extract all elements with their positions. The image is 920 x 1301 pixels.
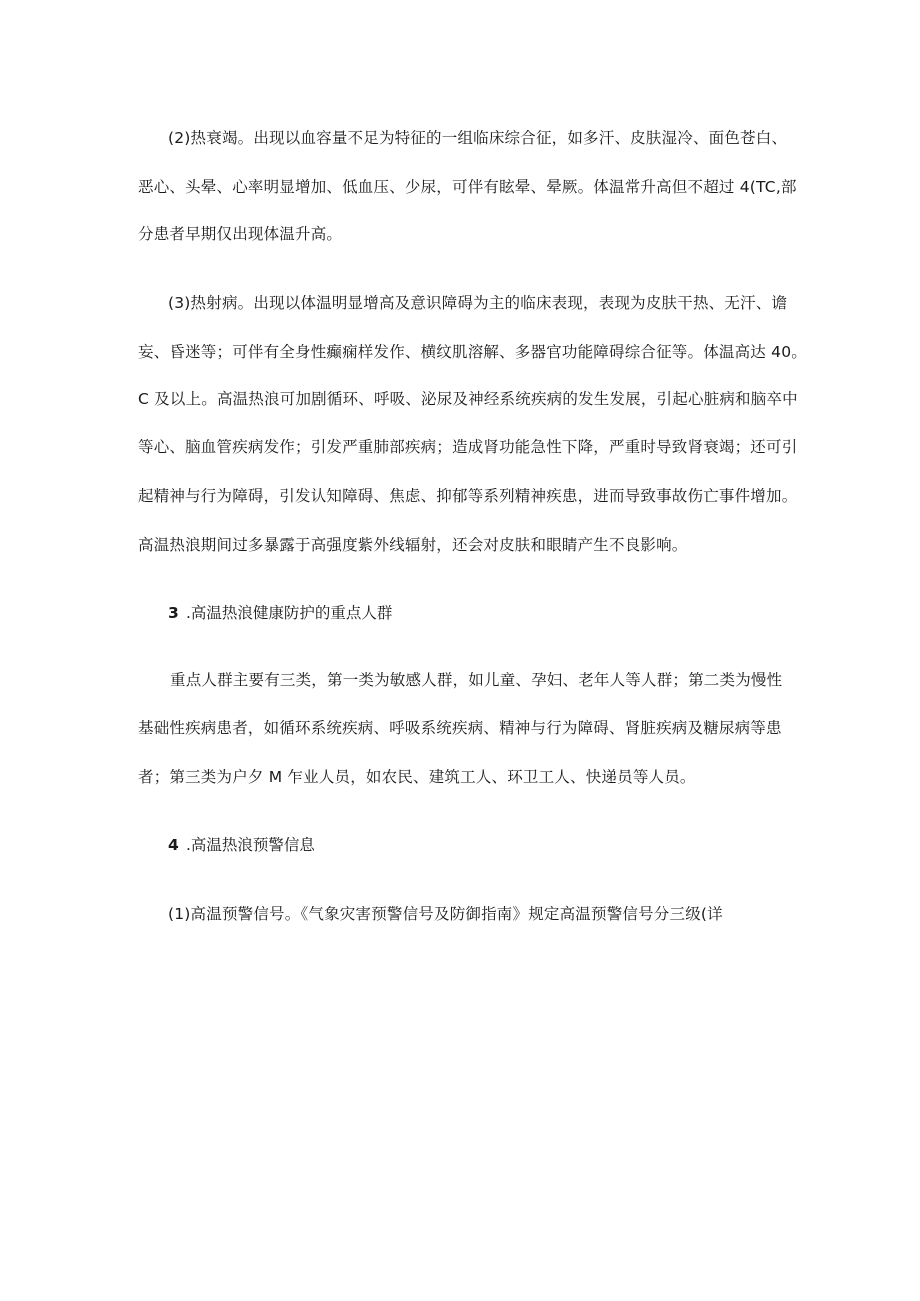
heat-stroke-line-4: 等心、脑血管疾病发作；引发严重肺部疾病；造成肾功能急性下降，严重时导致肾衰竭；还可引 <box>138 438 798 456</box>
key-groups-line-3: 者；第三类为户夕 M 乍业人员，如农民、建筑工人、环卫工人、快递员等人员。 <box>138 768 696 786</box>
section-3-title: .高温热浪健康防护的重点人群 <box>186 604 393 622</box>
key-groups-line-1: 重点人群主要有三类，第一类为敏感人群，如儿童、孕妇、老年人等人群；第二类为慢性 <box>170 671 783 689</box>
heat-exhaustion-line-3: 分患者早期仅出现体温升高。 <box>138 225 343 243</box>
section-4-heading <box>168 835 315 855</box>
heat-stroke-line-3: C 及以上。高温热浪可加剧循环、呼吸、泌尿及神经系统疾病的发生发展，引起心脏病和脑卒中 <box>138 390 798 408</box>
heat-stroke-line-2: 妄、昏迷等；可伴有全身性癫痫样发作、横纹肌溶解、多器官功能障碍综合征等。体温高达 40。 <box>138 343 807 361</box>
section-4-number: 4 <box>168 836 179 854</box>
heat-stroke-line-6: 高温热浪期间过多暴露于高强度紫外线辐射，还会对皮肤和眼睛产生不良影响。 <box>138 536 688 554</box>
heat-exhaustion-line-1: (2)热衰竭。出现以血容量不足为特征的一组临床综合征，如多汗、皮肤湿冷、面色苍白、 <box>168 129 788 147</box>
section-3-number: 3 <box>168 604 179 622</box>
heat-exhaustion-line-2: 恶心、头晕、心率明显增加、低血压、少尿，可伴有眩晕、晕厥。体温常升高但不超过 4(TC,部 <box>138 178 797 196</box>
key-groups-line-2: 基础性疾病患者，如循环系统疾病、呼吸系统疾病、精神与行为障碍、肾脏疾病及糖尿病等患 <box>138 719 782 737</box>
section-3-heading <box>168 603 392 623</box>
warning-signal-line-1: (1)高温预警信号。《气象灾害预警信号及防御指南》规定高温预警信号分三级(详 <box>168 905 723 923</box>
heat-stroke-line-5: 起精神与行为障碍，引发认知障碍、焦虑、抑郁等系列精神疾患，进而导致事故伤亡事件增加。 <box>138 487 798 505</box>
heat-stroke-line-1: (3)热射病。出现以体温明显增高及意识障碍为主的临床表现，表现为皮肤干热、无汗、谵 <box>168 294 788 312</box>
section-4-title: .高温热浪预警信息 <box>186 836 315 854</box>
